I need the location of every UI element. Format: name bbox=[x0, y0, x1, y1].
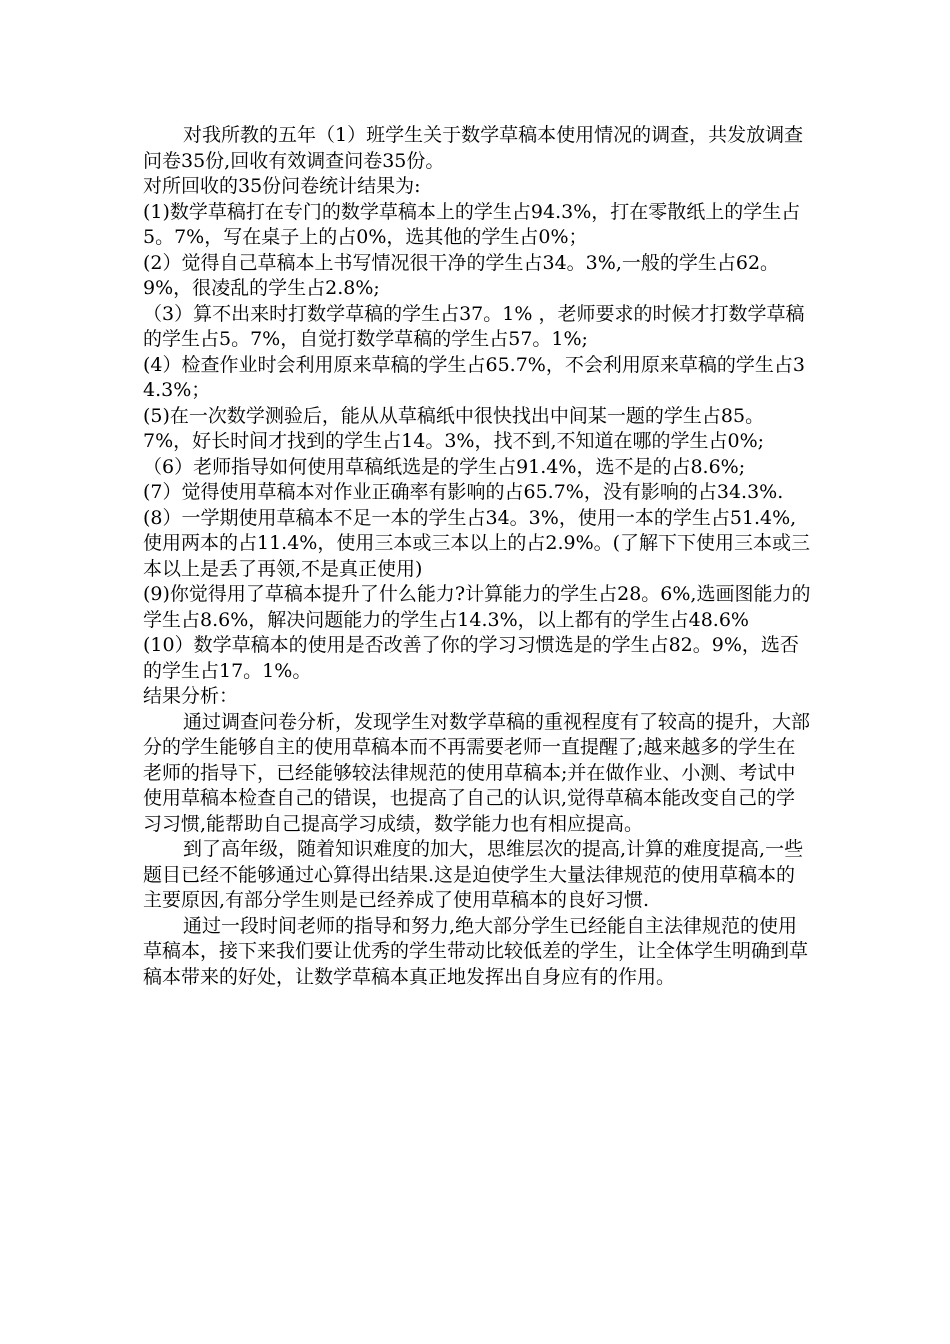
analysis-paragraph-2: 到了高年级，随着知识难度的加大，思维层次的提高,计算的难度提高,一些题目已经不能够通过心算得出结果.这是迫使学生大量法律规范的使用草稿本的主要原因,有部分学生则是已经养成了使用草稿本的良好习惯. bbox=[143, 838, 804, 911]
survey-result-4: (4）检查作业时会利用原来草稿的学生占65.7%，不会利用原来草稿的学生占34.3%； bbox=[143, 353, 805, 401]
intro-paragraph: 对我所教的五年（1）班学生关于数学草稿本使用情况的调查，共发放调查问卷35份,回收有效调查问卷35份。 bbox=[143, 124, 804, 172]
survey-result-2: (2）觉得自己草稿本上书写情况很干净的学生占34。3%,一般的学生占62。9%，很凌乱的学生占2.8%; bbox=[143, 251, 780, 299]
survey-result-1: (1)数学草稿打在专门的数学草稿本上的学生占94.3%，打在零散纸上的学生占5。7%，写在桌子上的占0%，选其他的学生占0%； bbox=[143, 200, 801, 248]
analysis-paragraph-3: 通过一段时间老师的指导和努力,绝大部分学生已经能自主法律规范的使用草稿本，接下来我们要让优秀的学生带动比较低差的学生，让全体学生明确到草稿本带来的好处，让数学草稿本真正地发挥出自身应有的作用。 bbox=[143, 914, 809, 988]
survey-result-3: （3）算不出来时打数学草稿的学生占37。1% ，老师要求的时候才打数学草稿的学生占5。7%，自觉打数学草稿的学生占57。1%; bbox=[143, 302, 805, 350]
survey-result-7: (7）觉得使用草稿本对作业正确率有影响的占65.7%，没有影响的占34.3%. bbox=[143, 481, 784, 503]
document-body bbox=[143, 123, 813, 990]
survey-result-8: (8）一学期使用草稿本不足一本的学生占34。3%，使用一本的学生占51.4%,使用两本的占11.4%，使用三本或三本以上的占2.9%。(了解下下使用三本或三本以上是丢了再领,不是真正使用) bbox=[143, 506, 811, 580]
stats-intro: 对所回收的35份问卷统计结果为: bbox=[143, 175, 421, 197]
survey-result-6: （6）老师指导如何使用草稿纸选是的学生占91.4%，选不是的占8.6%; bbox=[143, 455, 746, 478]
survey-result-5: (5)在一次数学测验后，能从从草稿纸中很快找出中间某一题的学生占85。7%，好长时间才找到的学生占14。3%，找不到,不知道在哪的学生占0%; bbox=[143, 404, 765, 452]
survey-result-10: (10）数学草稿本的使用是否改善了你的学习习惯选是的学生占82。9%，选否的学生占17。1%。 bbox=[143, 634, 799, 682]
survey-result-9: (9)你觉得用了草稿本提升了什么能力?计算能力的学生占28。6%,选画图能力的学生占8.6%，解决问题能力的学生占14.3%，以上都有的学生占48.6% bbox=[143, 583, 811, 631]
analysis-heading: 结果分析： bbox=[143, 685, 239, 707]
analysis-paragraph-1: 通过调查问卷分析，发现学生对数学草稿的重视程度有了较高的提升，大部分的学生能够自主的使用草稿本而不再需要老师一直提醒了;越来越多的学生在老师的指导下，已经能够较法律规范的使用草稿本;并在做作业、小测、考试中使用草稿本检查自己的错误，也提高了自己的认识,觉得草稿本能改变自己的学习习惯,能帮助自己提高学习成绩，数学能力也有相应提高。 bbox=[143, 710, 811, 835]
